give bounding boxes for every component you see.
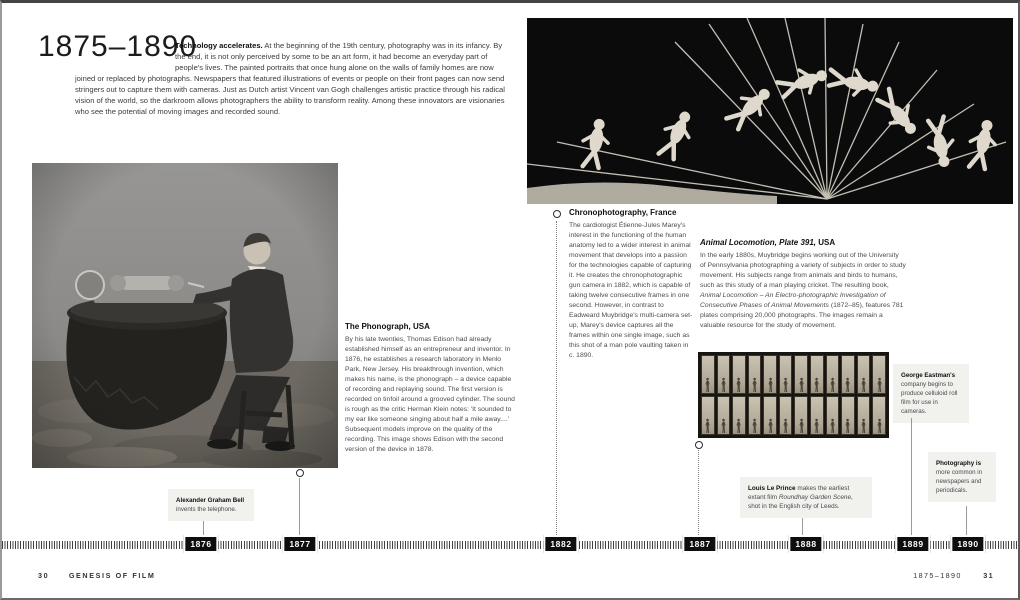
animal-locomotion-body: In the early 1880s, Muybridge begins working out of the University of Pennsylvania photographing a variety of subjects in order to study movement. His subjects range from animals and birds to humans, such as this study of a man playing cricket. The resulting book, Animal Locomotion – An Electro-photographic Investigation of Consecutive Phases of Animal Movements (1872–85), features 781 plates comprising 20,000 photographs. The images remain a valuable resource for the study of movement.	[700, 252, 906, 329]
muybridge-frame	[872, 355, 886, 394]
intro-body: At the beginning of the 19th century, photography was in its infancy. By the end, it is not only perceived by some to be an art form, it had become an everyday part of people's lives. The painted portraits that once hung alone on the walls of family homes are now joined or replaced by photographs. Newspapers that featured illustrations of events or people on their front pages can now send stringers out to capture them with cameras. Just as Dutch artist Vincent van Gogh challenges artistic practice through his radical vision of the world, so the darkroom allows photographers the ability to transform reality. Among these innovators are visionaries who see the potential of moving images and recorded sound.	[75, 41, 505, 116]
muybridge-frame	[748, 396, 762, 435]
footer-era-range: 1875–1890	[913, 571, 962, 580]
marey-pole-vault-photo	[527, 18, 1013, 204]
le-prince-connector-line	[802, 518, 803, 535]
muybridge-frame	[810, 355, 824, 394]
connector-node-icon	[296, 469, 304, 477]
intro-lead: Technology accelerates.	[175, 41, 263, 50]
muybridge-frame	[701, 355, 715, 394]
eastman-connector-line	[911, 418, 912, 535]
muybridge-frame	[810, 396, 824, 435]
section-phonograph	[345, 322, 515, 455]
chronophotography-body: The cardiologist Étienne-Jules Marey's interest in the functioning of the human anatomy led to a wider interest in animal movement that develops into a passion for the technologies capable of capturing it. He creates the chronophotographic gun camera in 1882, which is capable of taking twelve consecutive frames in one second. However, in contrast to Eadweard Muybridge's multi-camera set-up, Marey's device captures all the frames within one single image, such as this shot of a man pole vaulting taken in c. 1890.	[569, 222, 693, 359]
muybridge-frame	[841, 355, 855, 394]
connector-node-icon	[553, 210, 561, 218]
animal-locomotion-title: Animal Locomotion, Plate 391, USA	[700, 238, 836, 247]
muybridge-frame	[841, 396, 855, 435]
muybridge-frame	[763, 396, 777, 435]
muybridge-frame	[794, 355, 808, 394]
muybridge-frame	[857, 355, 871, 394]
muybridge-frame	[717, 396, 731, 435]
section-chronophotography	[569, 208, 693, 361]
bell-connector-line	[203, 521, 204, 535]
photography-connector-line	[966, 506, 967, 535]
muybridge-frame	[732, 396, 746, 435]
muybridge-grid	[698, 352, 889, 438]
connector-node-icon	[695, 441, 703, 449]
callout-eastman: George Eastman's company begins to produce celluloid roll film for use in cameras.	[893, 364, 969, 423]
timeline-year-1887: 1887	[682, 535, 717, 553]
muybridge-frame	[763, 355, 777, 394]
timeline-year-1889: 1889	[895, 535, 930, 553]
muybridge-frame	[701, 396, 715, 435]
footer-section-title: GENESIS OF FILM	[68, 571, 156, 580]
chronophotography-connector-line	[556, 221, 557, 535]
phonograph-title: The Phonograph, USA	[345, 322, 430, 331]
callout-le-prince: Louis Le Prince makes the earliest extant film Roundhay Garden Scene, shot in the English city of Leeds.	[740, 477, 872, 518]
muybridge-connector-line	[698, 450, 699, 535]
timeline-ribbon	[2, 541, 1018, 549]
muybridge-frame	[826, 355, 840, 394]
callout-bell: Alexander Graham Bell invents the telephone.	[168, 489, 254, 521]
page-number-right: 31	[983, 571, 994, 580]
page-number-left: 30	[38, 571, 50, 580]
title-wrap-spacer	[75, 40, 175, 73]
intro-paragraph	[75, 40, 507, 117]
timeline-year-1876: 1876	[183, 535, 218, 553]
page-title: 1875–1890	[38, 30, 198, 63]
callout-photography: Photography is more common in newspapers and periodicals.	[928, 452, 996, 502]
muybridge-frame	[779, 355, 793, 394]
timeline-year-1882: 1882	[543, 535, 578, 553]
edison-phonograph-photo	[32, 163, 338, 468]
muybridge-frame	[857, 396, 871, 435]
muybridge-frame	[779, 396, 793, 435]
footer-right	[913, 571, 994, 580]
timeline-year-1890: 1890	[950, 535, 985, 553]
phonograph-connector-line	[299, 478, 300, 535]
muybridge-frame	[826, 396, 840, 435]
muybridge-frame	[717, 355, 731, 394]
timeline-year-1877: 1877	[282, 535, 317, 553]
muybridge-frame	[794, 396, 808, 435]
muybridge-frame	[748, 355, 762, 394]
section-animal-locomotion	[700, 238, 906, 331]
muybridge-frame	[732, 355, 746, 394]
footer-left	[38, 571, 156, 580]
muybridge-frame	[872, 396, 886, 435]
timeline-year-1888: 1888	[788, 535, 823, 553]
phonograph-body: By his late twenties, Thomas Edison had already established himself as an entrepreneur and inventor. In 1876, he establishes a research laboratory in Menlo Park, New Jersey. His breakthrough invention, which makes his name, is the phonograph – a device capable of recording and replaying sound. The first version is recorded on tinfoil around a grooved cylinder. The sound is rough as the critic Herman Klein notes: 'It sounded to my ear like someone singing about half a mile away....' Subsequent models improve on the quality of the recording. This image shows Edison with the second version of the device in 1878.	[345, 336, 515, 453]
chronophotography-title: Chronophotography, France	[569, 208, 677, 217]
